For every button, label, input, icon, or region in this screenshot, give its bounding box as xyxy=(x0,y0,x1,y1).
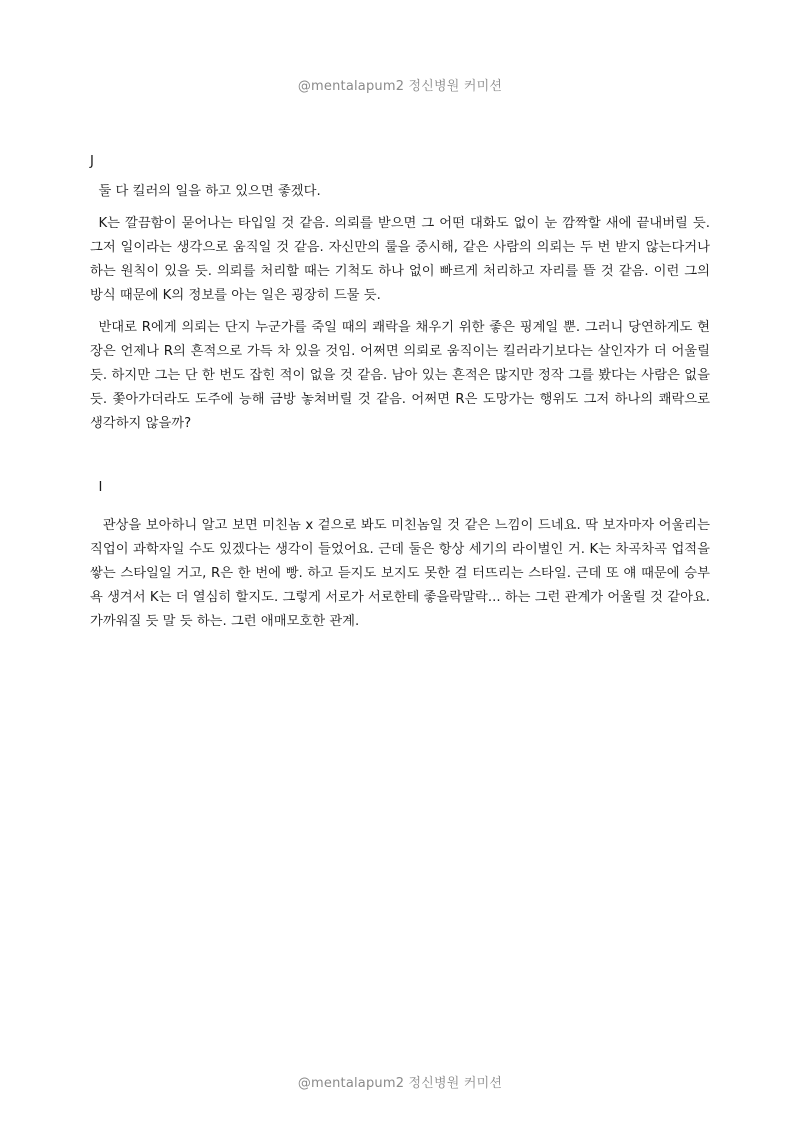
section-marker-j: J xyxy=(90,154,94,169)
paragraph: 관상을 보아하니 알고 보면 미친놈 x 겉으로 봐도 미친놈일 것 같은 느낌이 드네요. 딱 보자마자 어울리는 직업이 과학자일 수도 있겠다는 생각이 들었어요. 근데 둘은 항상 세기의 라이벌인 거. K는 차곡차곡 업적을 쌓는 스타일일 거고, R은 한 번에 빵. 하고 듣지도 보지도 못한 걸 터뜨리는 스타일. 근데 또 얘 때문에 승부욕 생겨서 K는 더 열심히 할지도. 그렇게 서로가 서로한테 좋을락말락... 하는 그런 관계가 어울릴 것 같아요. 가까워질 듯 말 듯 하는. 그런 애매모호한 관계. xyxy=(90,518,710,629)
paragraph: 반대로 R에게 의뢰는 단지 누군가를 죽일 때의 쾌락을 채우기 위한 좋은 핑계일 뿐. 그러니 당연하게도 현장은 언제나 R의 흔적으로 가득 차 있을 것임. 어쩌면 의뢰로 움직이는 킬러라기보다는 살인자가 더 어울릴 듯. 하지만 그는 단 한 번도 잡힌 적이 없을 것 같음. 남아 있는 흔적은 많지만 정작 그를 봤다는 사람은 없을 듯. 쫓아가더라도 도주에 능해 금방 놓쳐버릴 것 같음. 어쩌면 R은 도망가는 행위도 그저 하나의 쾌락으로 생각하지 않을까? xyxy=(90,320,710,431)
section-marker-i: I xyxy=(98,480,103,495)
paragraph: 둘 다 킬러의 일을 하고 있으면 좋겠다. xyxy=(98,184,321,199)
page-footer: @mentalapum2 정신병원 커미션 xyxy=(297,1076,503,1091)
document-body xyxy=(90,150,710,634)
paragraph: K는 깔끔함이 묻어나는 타입일 것 같음. 의뢰를 받으면 그 어떤 대화도 없이 눈 깜짝할 새에 끝내버릴 듯. 그저 일이라는 생각으로 움직일 것 같음. 자신만의 룰을 중시해, 같은 사람의 의뢰는 두 번 받지 않는다거나 하는 원칙이 있을 듯. 의뢰를 처리할 때는 기척도 하나 없이 빠르게 처리하고 자리를 뜰 것 같음. 이런 그의 방식 때문에 K의 정보를 아는 일은 굉장히 드물 듯. xyxy=(90,216,710,303)
page-header: @mentalapum2 정신병원 커미션 xyxy=(297,79,503,94)
